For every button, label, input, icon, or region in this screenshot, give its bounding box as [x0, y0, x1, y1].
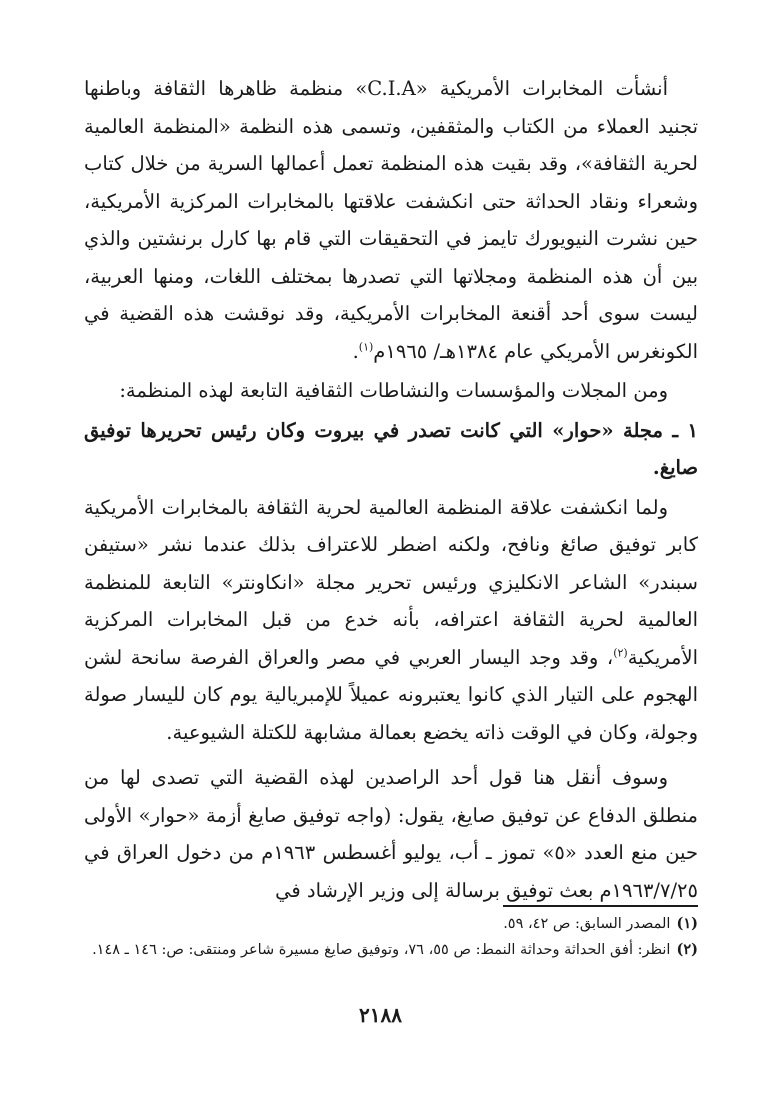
paragraph-intro-list: ومن المجلات والمؤسسات والنشاطات الثقافية التابعة لهذه المنظمة:	[119, 379, 668, 402]
paragraph-text: أنشأت المخابرات الأمريكية «C.I.A» منظمة ظاهرها الثقافة وباطنها تجنيد العملاء من الكتاب والمثقفين، وتسمى هذه النظمة «المنظمة العالمية لحرية الثقافة»، وقد بقيت هذه المنظمة تعمل أعمالها السرية من خلال كتاب وشعراء ونقاد الحداثة حتى انكشفت علاقتها بالمخابرات المركزية الأمريكية، حين نشرت النيويورك تايمز في التحقيقات التي قام بها كارل برنشتين والذي بين أن هذه المنظمة ومجلاتها التي تصدرها بمختلف اللغات، ومنها العربية، ليست سوى أحد أقنعة المخابرات الأمريكية، وقد نوقشت هذه القضية في الكونغرس الأمريكي عام ١٣٨٤هـ/ ١٩٦٥م	[84, 77, 698, 363]
footnote-divider	[503, 905, 698, 907]
footnote-text: انظر: أفق الحداثة وحداثة النمط: ص ٥٥، ٧٦، وتوفيق صايغ مسيرة شاعر ومنتقى: ص: ١٤٦ ـ ١٤٨.	[92, 942, 671, 958]
footnotes-section	[84, 905, 698, 963]
footnote-ref-2[interactable]: (٢)	[613, 646, 628, 659]
footnote-2	[84, 937, 698, 963]
footnote-number: (٢)	[676, 941, 698, 958]
paragraph-text: ولما انكشفت علاقة المنظمة العالمية لحرية الثقافة بالمخابرات الأمريكية كابر توفيق صائغ ونافح، ولكنه اضطر للاعتراف بذلك عندما نشر «ستيفن سبندر» الشاعر الانكليزي ورئيس تحرير مجلة «انكاونتر» التابعة للمنظمة العالمية لحرية الثقافة اعترافه، بأنه خدع من قبل المخابرات المركزية الأمريكية	[84, 495, 698, 669]
paragraph-sayegh-admission	[84, 489, 698, 752]
footnote-text: المصدر السابق: ص ٤٢، ٥٩.	[503, 916, 671, 932]
page-body	[84, 70, 698, 909]
paragraph-text-continued: ، وقد وجد اليسار العربي في مصر والعراق الفرصة سانحة لشن الهجوم على التيار الذي كانوا يعتبرونه عميلاً للإمبريالية يوم كان لليسار صولة وجولة، وكان في الوقت ذاته يخضع بعمالة مشابهة للكتلة الشيوعية.	[84, 645, 698, 744]
footnote-1	[84, 911, 698, 937]
list-item-hiwar-magazine: ١ ـ مجلة «حوار» التي كانت تصدر في بيروت وكان رئيس تحريرها توفيق صايغ.	[84, 418, 698, 479]
paragraph-cia-organization	[84, 70, 698, 370]
paragraph-end: .	[352, 339, 359, 363]
footnote-number: (١)	[676, 915, 698, 932]
footnote-ref-1[interactable]: (١)	[358, 340, 374, 353]
page-number: ٢١٨٨	[359, 1003, 402, 1027]
paragraph-quote-observer: وسوف أنقل هنا قول أحد الراصدين لهذه القضية التي تصدى لها من منطلق الدفاع عن توفيق صايغ، يقول: (واجه توفيق صايغ أزمة «حوار» الأولى حين منع العدد «٥» تموز ـ أب، يوليو أغسطس ١٩٦٣م من دخول العراق في ١٩٦٣/٧/٢٥م بعث توفيق برسالة إلى وزير الإرشاد في	[84, 766, 698, 902]
